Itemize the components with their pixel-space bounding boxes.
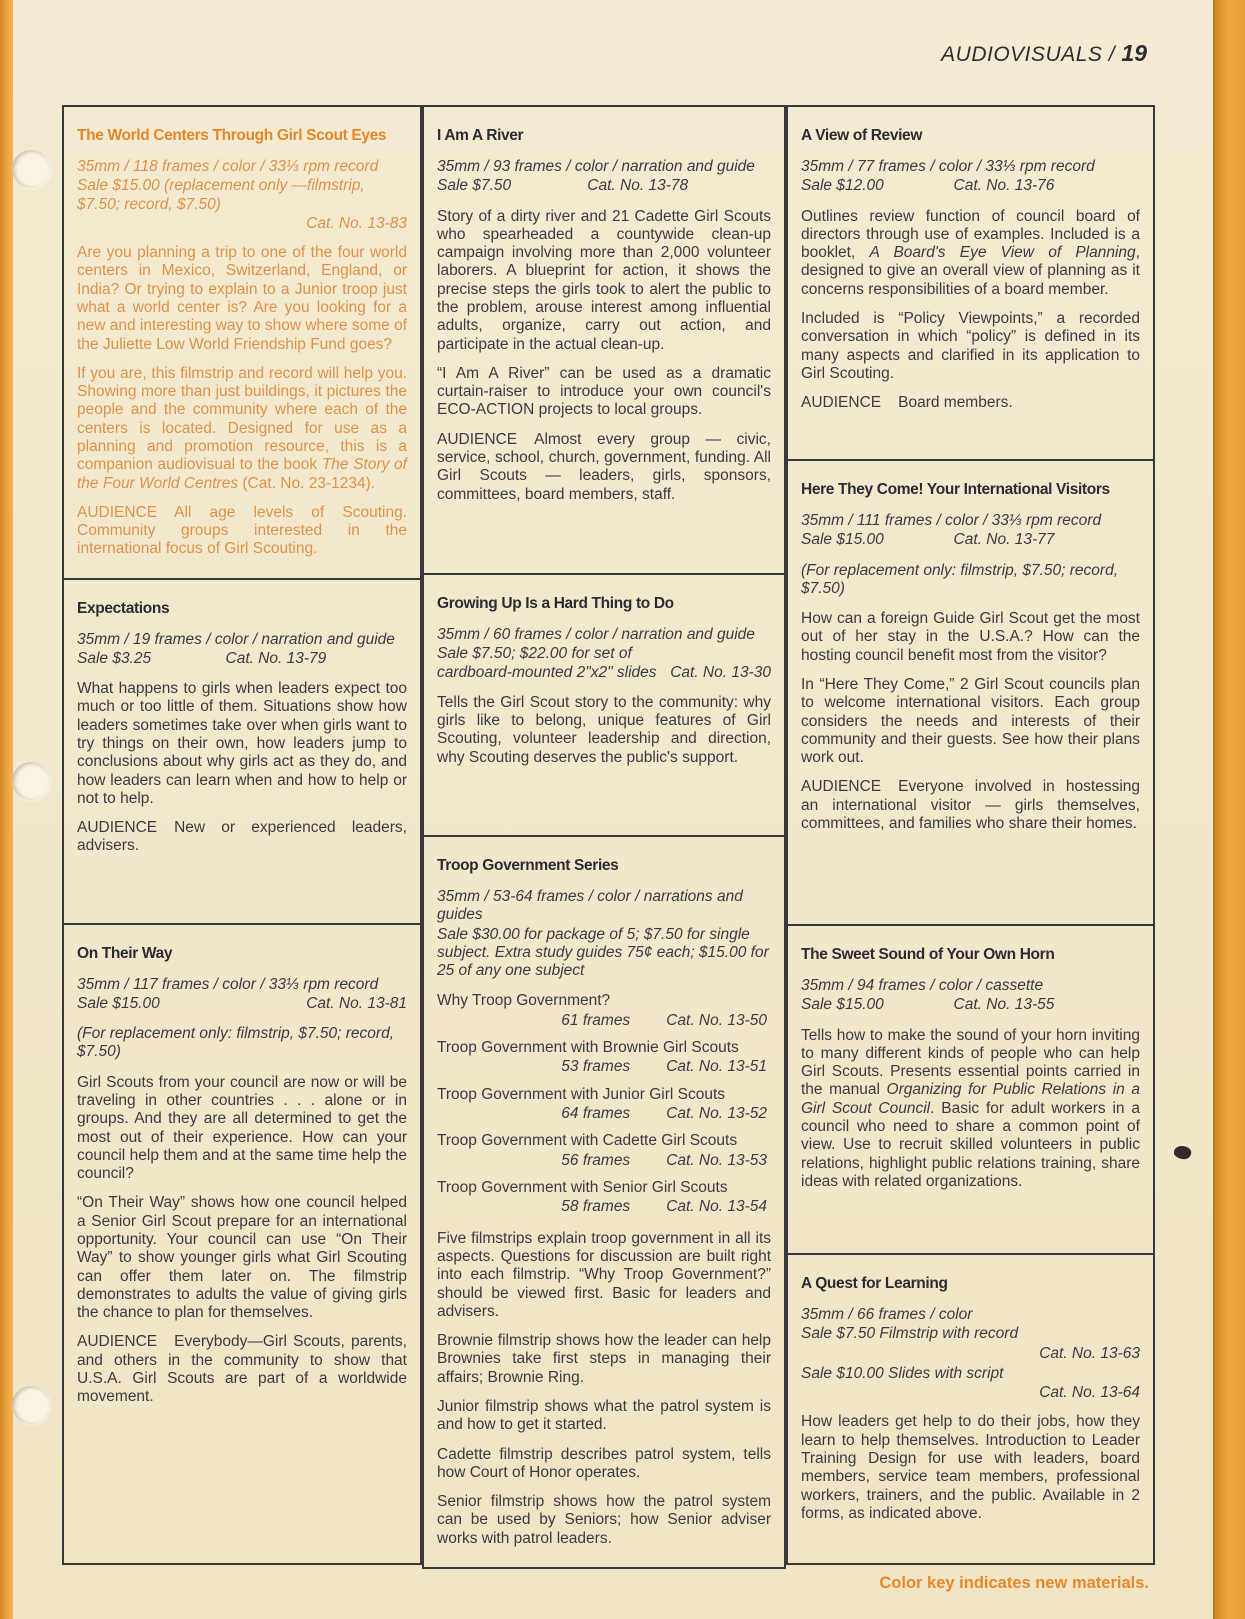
- filmstrip-item: [437, 1179, 771, 1217]
- right-page-edge: [1213, 0, 1245, 1619]
- sale-line: Sale $10.00 Slides with script: [801, 1364, 1004, 1382]
- audience-paragraph: [801, 778, 1140, 833]
- frame-count: 56 frames: [561, 1151, 631, 1169]
- section-i-am-a-river: [422, 105, 786, 575]
- description-paragraph: Five filmstrips explain troop government in all its aspects. Questions for discussion are built right into each filmstrip. “Why Troop Government?” should be viewed first. Basic for leaders and advisers.: [437, 1229, 771, 1320]
- filmstrip-detail: [437, 1011, 771, 1030]
- audience-label: AUDIENCE: [77, 1333, 158, 1351]
- format-line: 35mm / 118 frames / color / 33⅓ rpm record: [77, 158, 379, 175]
- format-line: 35mm / 77 frames / color / 33⅓ rpm record: [801, 158, 1095, 175]
- sale-line: [437, 177, 771, 195]
- filmstrip-name: Troop Government with Cadette Girl Scouts: [437, 1132, 738, 1150]
- replacement-note: (For replacement only: filmstrip, $7.50; record, $7.50): [801, 561, 1119, 597]
- catalog-number: Cat. No. 13-64: [1039, 1384, 1140, 1402]
- punch-hole: [12, 150, 50, 188]
- filmstrip-item: [437, 1132, 771, 1170]
- filmstrip-name: Troop Government with Junior Girl Scouts: [437, 1085, 726, 1103]
- paragraph-text: Tells how to make the sound of your horn inviting to many different kinds of people who can help Girl Scouts. Presents essential points carried in the manual: [801, 1026, 1140, 1099]
- filmstrip-detail: [437, 1151, 771, 1170]
- format-line: 35mm / 19 frames / color / narration and guide: [77, 630, 395, 648]
- catalog-number: Cat. No. 13-55: [953, 996, 1055, 1014]
- format-line: 35mm / 117 frames / color / 33⅓ rpm record: [77, 975, 379, 993]
- page-header: [941, 40, 1147, 67]
- sale-line: [77, 650, 407, 668]
- catalog-number: Cat. No. 13-51: [666, 1058, 767, 1076]
- description-paragraph: Are you planning a trip to one of the four world centers in Mexico, Switzerland, England, or India? Or trying to explain to a Junior troop just what a world center is? Are you looking for a new and interesting way to show where some of the Juliette Low World Friendship Fund goes?: [77, 244, 407, 353]
- description-paragraph: In “Here They Come,” 2 Girl Scout councils plan to welcome international visitors. Each group considers the needs and interests of their community and their guests. See how their plans work out.: [801, 675, 1140, 767]
- audience-text: New or experienced leaders, advisers.: [77, 819, 407, 855]
- format-line: 35mm / 66 frames / color: [801, 1306, 973, 1323]
- description-paragraph: Girl Scouts from your council are now or will be traveling in other countries . . . alone or in groups. And they are all determined to get the most out of their experience. How can your council help them and at the same time help the council?: [77, 1073, 407, 1183]
- book-title: A Board's Eye View of Planning: [869, 244, 1136, 262]
- catalog-number: Cat. No. 13-30: [670, 663, 771, 681]
- sale-line: Sale $30.00 for package of 5; $7.50 for single subject. Extra study guides 75¢ each; $15.00 for 25 of any one subject: [437, 925, 769, 980]
- catalog-number: Cat. No. 13-81: [306, 994, 407, 1012]
- paragraph-text: Outlines review function of council board of directors through use of examples. Included is a booklet,: [801, 207, 1140, 262]
- section-title: Troop Government Series: [437, 857, 619, 874]
- description-paragraph: Tells the Girl Scout story to the community: why girls like to belong, unique features of Girl Scouting, volunteer leadership and direction, why Scouting deserves the public's support.: [437, 693, 771, 766]
- frame-count: 58 frames: [561, 1198, 631, 1216]
- audience-paragraph: [77, 1333, 407, 1406]
- filmstrip-item: [437, 992, 771, 1030]
- section-quest-for-learning: [786, 1253, 1155, 1565]
- sale-line: [77, 995, 407, 1013]
- format-line: 35mm / 111 frames / color / 33⅓ rpm record: [801, 512, 1102, 529]
- format-line: 35mm / 93 frames / color / narration and guide: [437, 158, 755, 175]
- audience-paragraph: [77, 819, 407, 856]
- description-paragraph: [801, 208, 1140, 299]
- ink-blemish: [1172, 1144, 1192, 1162]
- paragraph-text: If you are, this filmstrip and record will help you. Showing more than just buildings, it pictures the people and the community where each of the centers is located. Designed for use as a planning and promotion resource, this is a companion audiovisual to the book: [77, 364, 407, 474]
- sale-line: [801, 177, 1140, 195]
- audience-text: Everybody—Girl Scouts, parents, and others in the community to show that U.S.A. Girl Scouts are part of a worldwide movement.: [77, 1333, 407, 1406]
- catalog-number: Cat. No. 13-53: [666, 1151, 767, 1169]
- description-paragraph: “I Am A River” can be used as a dramatic curtain-raiser to introduce your own council's ECO-ACTION projects to local groups.: [437, 364, 771, 419]
- punch-hole: [12, 1386, 50, 1424]
- filmstrip-detail: [437, 1104, 771, 1123]
- filmstrip-name: Why Troop Government?: [437, 992, 611, 1010]
- audience-text: All age levels of Scouting. Community groups interested in the international focus of Girl Scouting.: [77, 503, 407, 558]
- description-paragraph: [801, 1027, 1140, 1192]
- section-title: A Quest for Learning: [801, 1275, 948, 1292]
- sale-line: Sale $7.50 Filmstrip with record: [801, 1325, 1019, 1343]
- catalog-number: Cat. No. 13-78: [587, 177, 689, 195]
- section-view-of-review: [786, 105, 1155, 461]
- frame-count: 61 frames: [561, 1011, 631, 1029]
- frame-count: 64 frames: [561, 1105, 631, 1122]
- section-title: On Their Way: [77, 944, 173, 962]
- audience-paragraph: [437, 431, 771, 504]
- column-3: [786, 105, 1155, 1565]
- book-title: The Story of the Four World Centres: [77, 456, 407, 492]
- section-title: A View of Review: [801, 127, 923, 144]
- format-line: 35mm / 60 frames / color / narration and guide: [437, 626, 755, 643]
- filmstrip-detail: [437, 1197, 771, 1216]
- column-1: [62, 105, 422, 1565]
- description-paragraph: How leaders get help to do their jobs, how they learn to help themselves. Introduction to Leader Training Design for use with leaders, board members, service team members, professional workers, trainers, and the public. Available in 2 forms, as indicated above.: [801, 1413, 1140, 1522]
- manual-title: Organizing for Public Relations in a Girl Scout Council: [801, 1081, 1140, 1117]
- audience-text: Board members.: [898, 394, 1013, 412]
- filmstrip-item: [437, 1039, 771, 1077]
- audience-label: AUDIENCE: [801, 778, 882, 796]
- description-paragraph: Included is “Policy Viewpoints,” a recorded conversation in which “policy” is defined in its many aspects and clarified in its application to Girl Scouting.: [801, 309, 1140, 382]
- filmstrip-name: Troop Government with Brownie Girl Scouts: [437, 1039, 739, 1057]
- left-page-edge: [0, 0, 13, 1619]
- format-line: 35mm / 94 frames / color / cassette: [801, 977, 1044, 994]
- catalog-number: Cat. No. 13-83: [306, 214, 407, 232]
- sale-price: Sale $12.00: [801, 177, 884, 195]
- audience-text: Everyone involved in hostessing an international visitor — girls themselves, committees, and families who share their homes.: [801, 778, 1140, 832]
- frame-count: 53 frames: [561, 1058, 631, 1076]
- description-paragraph: [77, 365, 407, 493]
- format-line: 35mm / 53-64 frames / color / narrations and guides: [437, 888, 743, 924]
- catalog-number: Cat. No. 13-50: [666, 1011, 767, 1029]
- audience-paragraph: [77, 504, 407, 559]
- audience-label: AUDIENCE: [77, 819, 158, 837]
- audience-label: AUDIENCE: [437, 430, 518, 448]
- description-paragraph: How can a foreign Guide Girl Scout get the most out of her stay in the U.S.A.? How can the hosting council benefit most from the visitor?: [801, 610, 1140, 664]
- catalog-number: Cat. No. 13-76: [953, 177, 1055, 195]
- section-world-centers: [62, 105, 422, 580]
- paragraph-text: . Basic for adult workers in a council who need to share a common point of view. Use to recruit skilled volunteers in public relations, highlight public relations training, share ideas with related organizations.: [801, 1099, 1140, 1190]
- sale-price: Sale $3.25: [77, 649, 152, 667]
- catalog-number: Cat. No. 13-52: [666, 1105, 767, 1122]
- description-paragraph: What happens to girls when leaders expect too much or too little of them. Situations show how leaders sometimes take over when girls want to try things on their own, how leaders jump to conclusions about why girls act as they do, and how leaders can learn when and how to help or not to help.: [77, 680, 407, 807]
- header-section-label: AUDIOVISUALS /: [941, 43, 1116, 66]
- description-paragraph: Brownie filmstrip shows how the leader can help Brownies take first steps in managing their affairs; Brownie Ring.: [437, 1332, 771, 1386]
- replacement-note: (For replacement only: filmstrip, $7.50; record, $7.50): [77, 1025, 395, 1061]
- section-troop-government: [422, 835, 786, 1569]
- column-2: [422, 105, 786, 1565]
- audience-label: AUDIENCE: [801, 394, 882, 412]
- section-title: Expectations: [77, 599, 170, 617]
- description-paragraph: Senior filmstrip shows how the patrol system can be used by Seniors; how Senior adviser works with patrol leaders.: [437, 1493, 771, 1547]
- description-paragraph: Story of a dirty river and 21 Cadette Girl Scouts who spearheaded a countywide clean-up campaign involving more than 2,000 volunteer laborers. A blueprint for action, it shows the precise steps the girls took to alert the public to the problem, arouse interest among influential adults, organize, carry out action, and participate in the actual clean-up.: [437, 207, 771, 353]
- audience-label: AUDIENCE: [77, 503, 158, 521]
- paragraph-text: , designed to give an overall view of planning as it concerns responsibilities of a board member.: [801, 244, 1140, 298]
- sale-price: Sale $15.00: [77, 994, 160, 1012]
- punch-hole: [12, 762, 50, 800]
- audience-paragraph: [801, 394, 1140, 412]
- section-sweet-sound: [786, 924, 1155, 1255]
- section-growing-up: [422, 573, 786, 837]
- sale-line: [437, 645, 771, 682]
- catalog-number: Cat. No. 13-63: [1039, 1344, 1140, 1362]
- description-paragraph: Cadette filmstrip describes patrol system, tells how Court of Honor operates.: [437, 1445, 771, 1481]
- section-expectations: [62, 578, 422, 925]
- sale-price: Sale $7.50: [437, 177, 512, 195]
- section-title: The Sweet Sound of Your Own Horn: [801, 946, 1055, 963]
- section-title: I Am A River: [437, 127, 524, 144]
- page-number: 19: [1121, 40, 1147, 66]
- sale-price: Sale $15.00: [801, 531, 884, 549]
- filmstrip-name: Troop Government with Senior Girl Scouts: [437, 1179, 728, 1197]
- sale-price: Sale $7.50; $22.00 for set of cardboard-mounted 2"x2" slides: [437, 645, 657, 681]
- section-here-they-come: [786, 459, 1155, 926]
- filmstrip-item: [437, 1086, 771, 1124]
- paragraph-text: (Cat. No. 23-1234).: [238, 474, 376, 492]
- catalog-number: Cat. No. 13-77: [953, 531, 1055, 549]
- catalog-number: Cat. No. 13-79: [225, 649, 327, 667]
- section-title: The World Centers Through Girl Scout Eyes: [77, 127, 387, 144]
- content-grid: [62, 105, 1155, 1565]
- description-paragraph: Junior filmstrip shows what the patrol system is and how to get it started.: [437, 1397, 771, 1434]
- sale-price: Sale $15.00: [801, 996, 884, 1014]
- audience-text: Almost every group — civic, service, school, church, government, funding. All Girl Scouts — leaders, girls, sponsors, committees, board members, staff.: [437, 430, 771, 503]
- sale-line: [801, 996, 1140, 1014]
- sale-line: Sale $15.00 (replacement only —filmstrip, $7.50; record, $7.50): [77, 177, 365, 213]
- filmstrip-detail: [437, 1057, 771, 1076]
- color-key-note: Color key indicates new materials.: [879, 1574, 1149, 1592]
- sale-line: [801, 531, 1140, 549]
- description-paragraph: “On Their Way” shows how one council helped a Senior Girl Scout prepare for an international opportunity. Your council can use “On Their Way” to show younger girls what Girl Scouting can offer them later on. The filmstrip demonstrates to adults the value of giving girls the chance to plan for themselves.: [77, 1194, 407, 1322]
- catalog-number: Cat. No. 13-54: [666, 1198, 767, 1216]
- section-title: Here They Come! Your International Visitors: [801, 481, 1110, 498]
- section-title: Growing Up Is a Hard Thing to Do: [437, 595, 674, 612]
- section-on-their-way: [62, 923, 422, 1565]
